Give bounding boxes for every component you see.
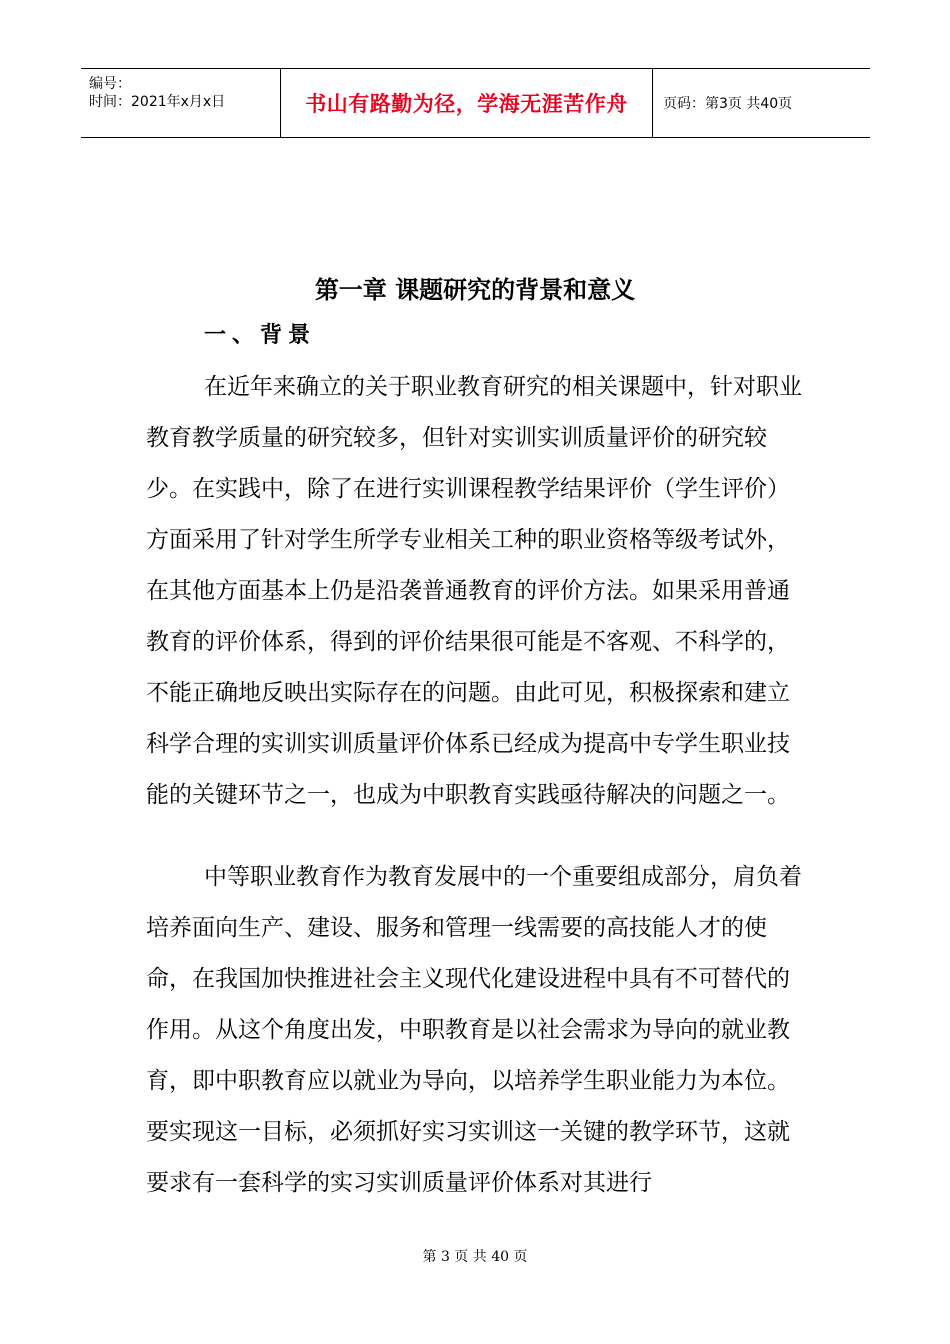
- chapter-title: 第一章 课题研究的背景和意义: [314, 276, 636, 304]
- document-header: [81, 68, 870, 138]
- header-motto: 书山有路勤为径，学海无涯苦作舟: [281, 69, 653, 137]
- section-heading: 一、背景: [204, 323, 317, 348]
- body-paragraph: 中等职业教育作为教育发展中的一个重要组成部分，肩负着培养面向生产、建设、服务和管理一线需要的高技能人才的使命，在我国加快推进社会主义现代化建设进程中具有不可替代的作用。从这个角度出发，中职教育是以社会需求为导向的就业教育，即中职教育应以就业为导向，以培养学生职业能力为本位。要实现这一目标，必须抓好实习实训这一关键的教学环节，这就要求有一套科学的实习实训质量评价体系对其进行: [146, 864, 802, 1196]
- body-paragraph: 在近年来确立的关于职业教育研究的相关课题中，针对职业教育教学质量的研究较多，但针对实训实训质量评价的研究较少。在实践中，除了在进行实训课程教学结果评价（学生评价）方面采用了针对学生所学专业相关工种的职业资格等级考试外，在其他方面基本上仍是沿袭普通教育的评价方法。如果采用普通教育的评价体系，得到的评价结果很可能是不客观、不科学的，不能正确地反映出实际存在的问题。由此可见，积极探索和建立科学合理的实训实训质量评价体系已经成为提高中专学生职业技能的关键环节之一，也成为中职教育实践亟待解决的问题之一。: [146, 374, 802, 808]
- header-meta-cell: [81, 69, 281, 137]
- number-label: 编号：: [89, 76, 131, 92]
- date-label: 时间：2021年x月x日: [89, 94, 226, 110]
- header-page-info: 页码：第3页 共40页: [663, 96, 793, 112]
- page-footer: 第 3 页 共 40 页: [422, 1249, 528, 1265]
